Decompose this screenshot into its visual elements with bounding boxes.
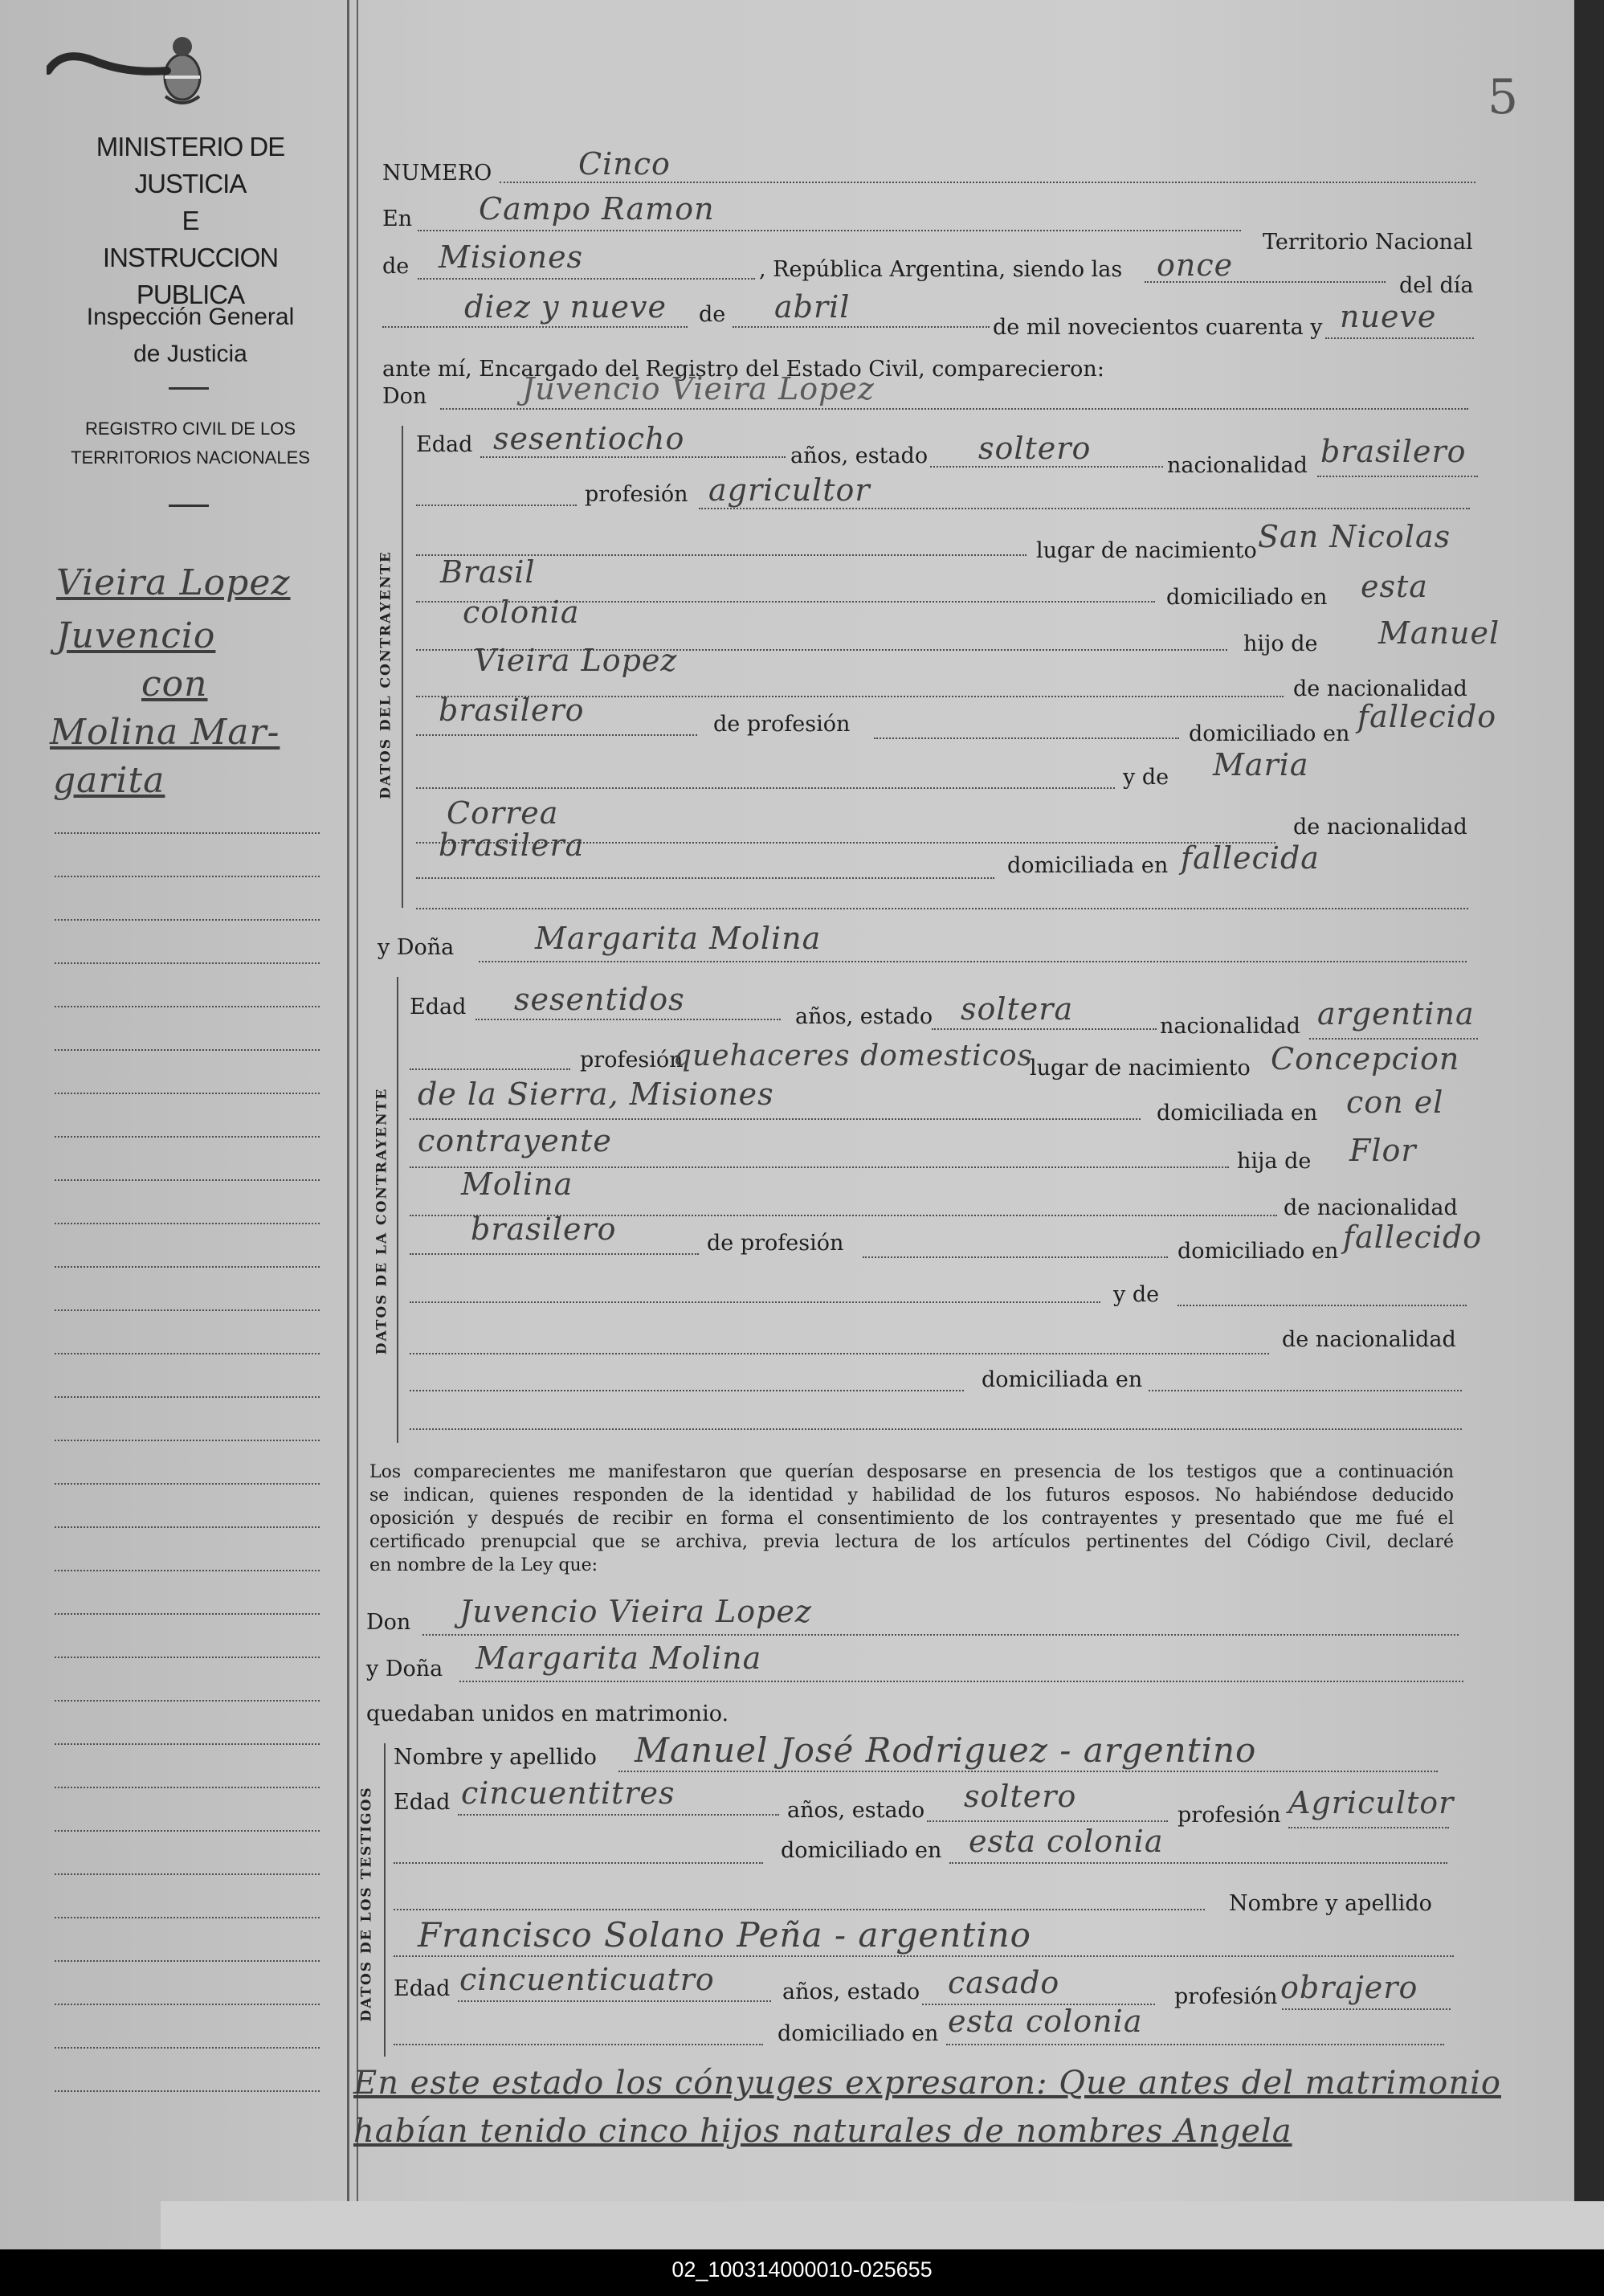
registry-line-1: REGISTRO CIVIL DE LOS — [84, 419, 296, 439]
margin-note-line-4: Molina Mar- — [50, 712, 280, 753]
line-mes — [733, 326, 990, 328]
value-padre-el: Manuel — [1378, 615, 1500, 651]
note-line-2: habían tenido cinco hijos naturales de nombres Angela — [353, 2113, 1292, 2150]
line-padre-ella-prof — [863, 1256, 1168, 1258]
value-don-final: Juvencio Vieira Lopez — [459, 1594, 812, 1629]
line-nombre-t2-pre — [394, 1909, 1205, 1910]
label-dom-el: domiciliado en — [1166, 585, 1328, 610]
margin-ruled-line — [55, 1049, 320, 1051]
margin-ruled-line — [55, 1006, 320, 1007]
line-madre-ella-dom — [1149, 1390, 1462, 1391]
value-madre-el: Maria — [1213, 747, 1309, 782]
label-madre-ella-dom: domiciliada en — [982, 1367, 1143, 1392]
line-prof-t1 — [1288, 1827, 1449, 1828]
label-y-de-ella: y de — [1113, 1282, 1160, 1307]
label-de-prof-padre-ella: de profesión — [707, 1231, 844, 1256]
label-anos-estado-el: años, estado — [790, 443, 929, 468]
registry-title — [58, 415, 323, 472]
label-de-nac-padre-ella: de nacionalidad — [1284, 1195, 1458, 1220]
declaration-paragraph — [369, 1461, 1454, 1577]
line-madre-ella-2 — [410, 1353, 1269, 1354]
label-padre-ella-dom: domiciliado en — [1177, 1239, 1339, 1264]
label-y-de-el: y de — [1123, 765, 1169, 790]
contrayente-f-side-text: DATOS DE LA CONTRAYENTE — [373, 1087, 390, 1355]
line-prof-t2 — [1282, 2008, 1451, 2010]
value-nac-ella: argentina — [1317, 996, 1475, 1032]
label-hijo-de: hijo de — [1243, 631, 1318, 656]
value-prof-el: agricultor — [708, 472, 871, 508]
line-contrayente-end — [416, 908, 1468, 909]
margin-ruled-line — [55, 1526, 320, 1528]
page-number: 5 — [1488, 69, 1520, 125]
margin-ruled-line — [55, 1136, 320, 1138]
label-prof-el: profesión — [585, 482, 688, 507]
label-nombre-t1: Nombre y apellido — [394, 1745, 597, 1770]
inspection-title — [58, 299, 323, 373]
value-don: Juvencio Vieira Lopez — [522, 371, 875, 406]
line-numero — [500, 182, 1475, 183]
line-dona — [479, 961, 1467, 962]
margin-ruled-line — [55, 1960, 320, 1962]
label-mil: de mil novecientos cuarenta y — [993, 315, 1323, 340]
value-edad-el: sesentiocho — [493, 421, 685, 456]
line-don-final — [422, 1634, 1459, 1636]
label-territorio: Territorio Nacional — [1263, 230, 1473, 255]
margin-ruled-line — [55, 1179, 320, 1181]
value-dom-ella-2: contrayente — [418, 1123, 612, 1158]
label-edad-el: Edad — [416, 432, 473, 457]
value-estado-t2: casado — [948, 1965, 1060, 2000]
line-edad-el — [480, 456, 786, 458]
label-padre-dom: domiciliado en — [1189, 721, 1350, 746]
margin-ruled-line — [55, 1873, 320, 1875]
line-edad-t2 — [458, 2000, 771, 2002]
margin-ruled-line — [55, 2047, 320, 2049]
label-dom-t2: domiciliado en — [778, 2021, 939, 2046]
label-don-final: Don — [366, 1610, 411, 1635]
line-dona-final — [459, 1681, 1463, 1682]
value-dia: diez y nueve — [464, 289, 667, 325]
contrayente-f-brace — [397, 977, 398, 1443]
label-del-dia: del día — [1399, 273, 1474, 298]
footer-bar — [0, 2249, 1604, 2296]
value-numero: Cinco — [578, 146, 671, 182]
note-line-1: En este estado los cónyuges expresaron: Que antes del matrimonio — [353, 2065, 1501, 2102]
value-padre-ella: Flor — [1349, 1133, 1417, 1168]
margin-ruled-line — [55, 1309, 320, 1311]
margin-note-line-3: con — [141, 664, 208, 705]
value-estado-el: soltero — [978, 431, 1092, 466]
inspection-line-1: Inspección General — [86, 304, 295, 330]
margin-ruled-line — [55, 1743, 320, 1745]
label-de-prof-padre: de profesión — [713, 712, 851, 737]
label-prof-t2: profesión — [1174, 1984, 1278, 2009]
value-dona-final: Margarita Molina — [475, 1640, 762, 1676]
contrayente-brace — [402, 426, 403, 908]
label-en: En — [382, 206, 413, 231]
line-nombre-t2 — [394, 1955, 1454, 1957]
value-de-territorio: Misiones — [439, 239, 584, 275]
margin-ruled-line — [55, 2090, 320, 2092]
label-lugar-ella: lugar de nacimiento — [1030, 1056, 1251, 1081]
image-id: 02_100314000010-025655 — [671, 2257, 933, 2282]
label-anos-estado-ella: años, estado — [795, 1004, 933, 1029]
label-quedaban: quedaban unidos en matrimonio. — [366, 1702, 729, 1726]
paragraph-line-1: Los comparecientes me manifestaron que querían desposarse en presencia de los testigos que a continuación — [369, 1462, 1454, 1482]
label-don: Don — [382, 384, 427, 409]
testigos-side-label — [353, 1751, 381, 2057]
value-lugar-el: San Nicolas — [1258, 519, 1451, 554]
line-madre-ella-nac — [410, 1390, 964, 1391]
value-dom-ella: con el — [1346, 1085, 1444, 1120]
value-padre-ella-2: Molina — [461, 1166, 573, 1202]
value-madre-nac: brasilera — [439, 827, 585, 863]
label-numero: NUMERO — [382, 161, 492, 186]
value-edad-t2: cincuenticuatro — [459, 1962, 715, 1997]
margin-ruled-line — [55, 832, 320, 834]
label-de-nac-madre-ella: de nacionalidad — [1282, 1327, 1456, 1352]
label-de-nac-madre: de nacionalidad — [1293, 815, 1467, 840]
ministry-title — [58, 129, 323, 313]
line-estado-ella — [932, 1028, 1157, 1030]
margin-ruled-line — [55, 1483, 320, 1485]
value-nombre-t1: Manuel José Rodriguez - argentino — [635, 1730, 1257, 1770]
label-lugar-el: lugar de nacimiento — [1036, 538, 1257, 563]
value-lugar-ella: Concepcion — [1271, 1041, 1460, 1077]
book-edge — [1574, 0, 1604, 2249]
label-ante: ante mí, Encargado del Registro del Estado Civil, comparecieron: — [382, 357, 1104, 382]
margin-ruled-line — [55, 1657, 320, 1658]
line-prof-pre — [416, 505, 577, 506]
value-dom-el-2: colonia — [463, 594, 580, 630]
label-nombre-t2: Nombre y apellido — [1229, 1891, 1432, 1916]
value-estado-t1: soltero — [964, 1779, 1077, 1814]
margin-ruled-line — [55, 919, 320, 921]
contrayente-f-side-label — [368, 996, 395, 1446]
line-estado-t1 — [927, 1820, 1168, 1822]
line-anio — [1325, 337, 1474, 339]
margin-ruled-line — [55, 1440, 320, 1441]
label-edad-t2: Edad — [394, 1976, 451, 2001]
value-dom-t2: esta colonia — [948, 2004, 1143, 2039]
margin-ruled-line — [55, 1917, 320, 1918]
line-en — [418, 230, 1241, 231]
line-dom-t2-pre — [394, 2044, 763, 2045]
label-madre-dom: domiciliada en — [1007, 853, 1169, 878]
label-prof-t1: profesión — [1177, 1803, 1281, 1828]
testigos-side-text: DATOS DE LOS TESTIGOS — [359, 1786, 376, 2022]
value-dom-t1: esta colonia — [969, 1824, 1164, 1859]
margin-ruled-line — [55, 1700, 320, 1702]
value-hora: once — [1157, 247, 1234, 283]
label-estado-t1: años, estado — [787, 1798, 925, 1823]
value-edad-t1: cincuentitres — [461, 1775, 675, 1811]
paragraph-line-2: se indican, quienes responden de la identidad y habilidad de los futuros esposos. No habiéndose deducido — [369, 1485, 1454, 1505]
inspection-line-2: de Justicia — [133, 341, 247, 367]
margin-ruled-line — [55, 1353, 320, 1354]
line-dom-t1-pre — [394, 1862, 763, 1864]
label-nac-ella: nacionalidad — [1160, 1014, 1300, 1039]
margin-note-line-5: garita — [53, 760, 165, 801]
line-prof-el — [699, 508, 1470, 509]
line-dia — [382, 326, 688, 328]
label-republica: , República Argentina, siendo las — [759, 257, 1123, 282]
header-rule-2 — [169, 505, 209, 507]
line-prof-ella-pre — [410, 1068, 570, 1070]
label-dom-ella: domiciliada en — [1157, 1101, 1318, 1126]
margin-ruled-line — [55, 1396, 320, 1398]
value-madre-dom: fallecida — [1181, 840, 1320, 876]
label-dom-t1: domiciliado en — [781, 1838, 942, 1863]
value-nombre-t2: Francisco Solano Peña - argentino — [418, 1915, 1031, 1955]
ink-stroke — [47, 47, 175, 71]
value-mes: abril — [774, 289, 851, 325]
line-madre-nac — [416, 877, 994, 879]
paragraph-line-4: certificado prenupcial que se archiva, previa lectura de los artículos pertinentes del Código Civil, declaré — [369, 1532, 1454, 1552]
line-edad-ella — [475, 1019, 781, 1020]
label-prof-ella: profesión — [580, 1048, 684, 1072]
label-de: de — [382, 254, 410, 279]
line-nombre-t1 — [618, 1771, 1438, 1772]
ministry-line-3: INSTRUCCION PUBLICA — [102, 243, 279, 309]
margin-ruled-line — [55, 876, 320, 877]
ministry-line-2: E — [182, 206, 199, 235]
line-madre-ella — [1177, 1305, 1467, 1306]
value-madre-el-2: Correa — [447, 795, 559, 831]
label-hija-de: hija de — [1237, 1149, 1312, 1174]
value-prof-t2: obrajero — [1280, 1970, 1418, 2005]
line-edad-t1 — [458, 1814, 779, 1816]
value-dom-el: esta — [1361, 569, 1428, 604]
label-estado-t2: años, estado — [782, 1979, 920, 2004]
line-padre-nac — [416, 734, 697, 736]
label-de-month: de — [699, 302, 726, 327]
label-edad-ella: Edad — [410, 995, 467, 1019]
paragraph-line-3: oposición y después de recibir en forma el consentimiento de los contrayentes y presentado que me fué el — [369, 1509, 1454, 1529]
paper-bottom — [161, 2201, 1604, 2249]
line-lugar-ella-2 — [410, 1118, 1141, 1120]
value-prof-ella: quehaceres domesticos — [673, 1040, 1034, 1072]
value-edad-ella: sesentidos — [514, 982, 685, 1017]
line-padre-ella-nac — [410, 1253, 699, 1255]
value-lugar-ella-2: de la Sierra, Misiones — [418, 1077, 774, 1112]
header-rule — [169, 387, 209, 390]
line-dom-t2 — [946, 2044, 1444, 2045]
margin-ruled-line — [55, 1223, 320, 1224]
line-y-de-ella-pre — [410, 1301, 1100, 1303]
value-padre-ella-nac: brasilero — [471, 1211, 617, 1247]
testigos-brace — [384, 1743, 386, 2057]
value-lugar-el-2: Brasil — [440, 554, 536, 590]
line-de — [418, 278, 755, 280]
line-estado-el — [930, 466, 1163, 468]
value-en: Campo Ramon — [479, 191, 715, 227]
contrayente-side-text: DATOS DEL CONTRAYENTE — [378, 550, 394, 799]
label-y-dona: y Doña — [378, 935, 455, 960]
ministry-line-1: MINISTERIO DE JUSTICIA — [96, 132, 285, 198]
margin-ruled-line — [55, 1787, 320, 1788]
margin-ruled-line — [55, 1570, 320, 1571]
line-y-de-pre — [416, 787, 1115, 789]
margin-note-line-1: Vieira Lopez — [56, 562, 291, 603]
contrayente-side-label — [373, 450, 400, 900]
value-estado-ella: soltera — [961, 991, 1074, 1027]
value-padre-dom: fallecido — [1357, 699, 1497, 734]
label-dona-final: y Doña — [366, 1657, 443, 1681]
line-contrayente-f-end — [410, 1428, 1462, 1430]
label-edad-t1: Edad — [394, 1790, 451, 1815]
margin-ruled-line — [55, 1266, 320, 1268]
value-anio: nueve — [1340, 299, 1437, 334]
paragraph-line-5: en nombre de la Ley que: — [369, 1555, 598, 1575]
margin-ruled-line — [55, 962, 320, 964]
value-dona: Margarita Molina — [535, 921, 822, 956]
line-nac-el — [1317, 476, 1478, 477]
margin-divider — [347, 0, 349, 2201]
line-don — [440, 408, 1468, 410]
margin-note-line-2: Juvencio — [56, 615, 216, 656]
margin-ruled-line — [55, 1613, 320, 1615]
margin-ruled-line — [55, 1830, 320, 1832]
value-padre-ella-dom: fallecido — [1343, 1219, 1483, 1255]
label-de-nac-padre: de nacionalidad — [1293, 676, 1467, 701]
margin-ruled-line — [55, 2004, 320, 2005]
value-padre-nac: brasilero — [439, 692, 585, 728]
line-dom-t1 — [949, 1862, 1447, 1864]
line-nac-ella — [1309, 1038, 1478, 1040]
margin-ruled-line — [55, 1093, 320, 1094]
value-nac-el: brasilero — [1320, 434, 1467, 469]
value-prof-t1: Agricultor — [1288, 1785, 1455, 1820]
line-padre-prof — [874, 737, 1179, 739]
registry-line-2: TERRITORIOS NACIONALES — [71, 447, 310, 468]
label-nac-el: nacionalidad — [1167, 453, 1308, 478]
value-padre-el-2: Vieira Lopez — [474, 643, 678, 678]
